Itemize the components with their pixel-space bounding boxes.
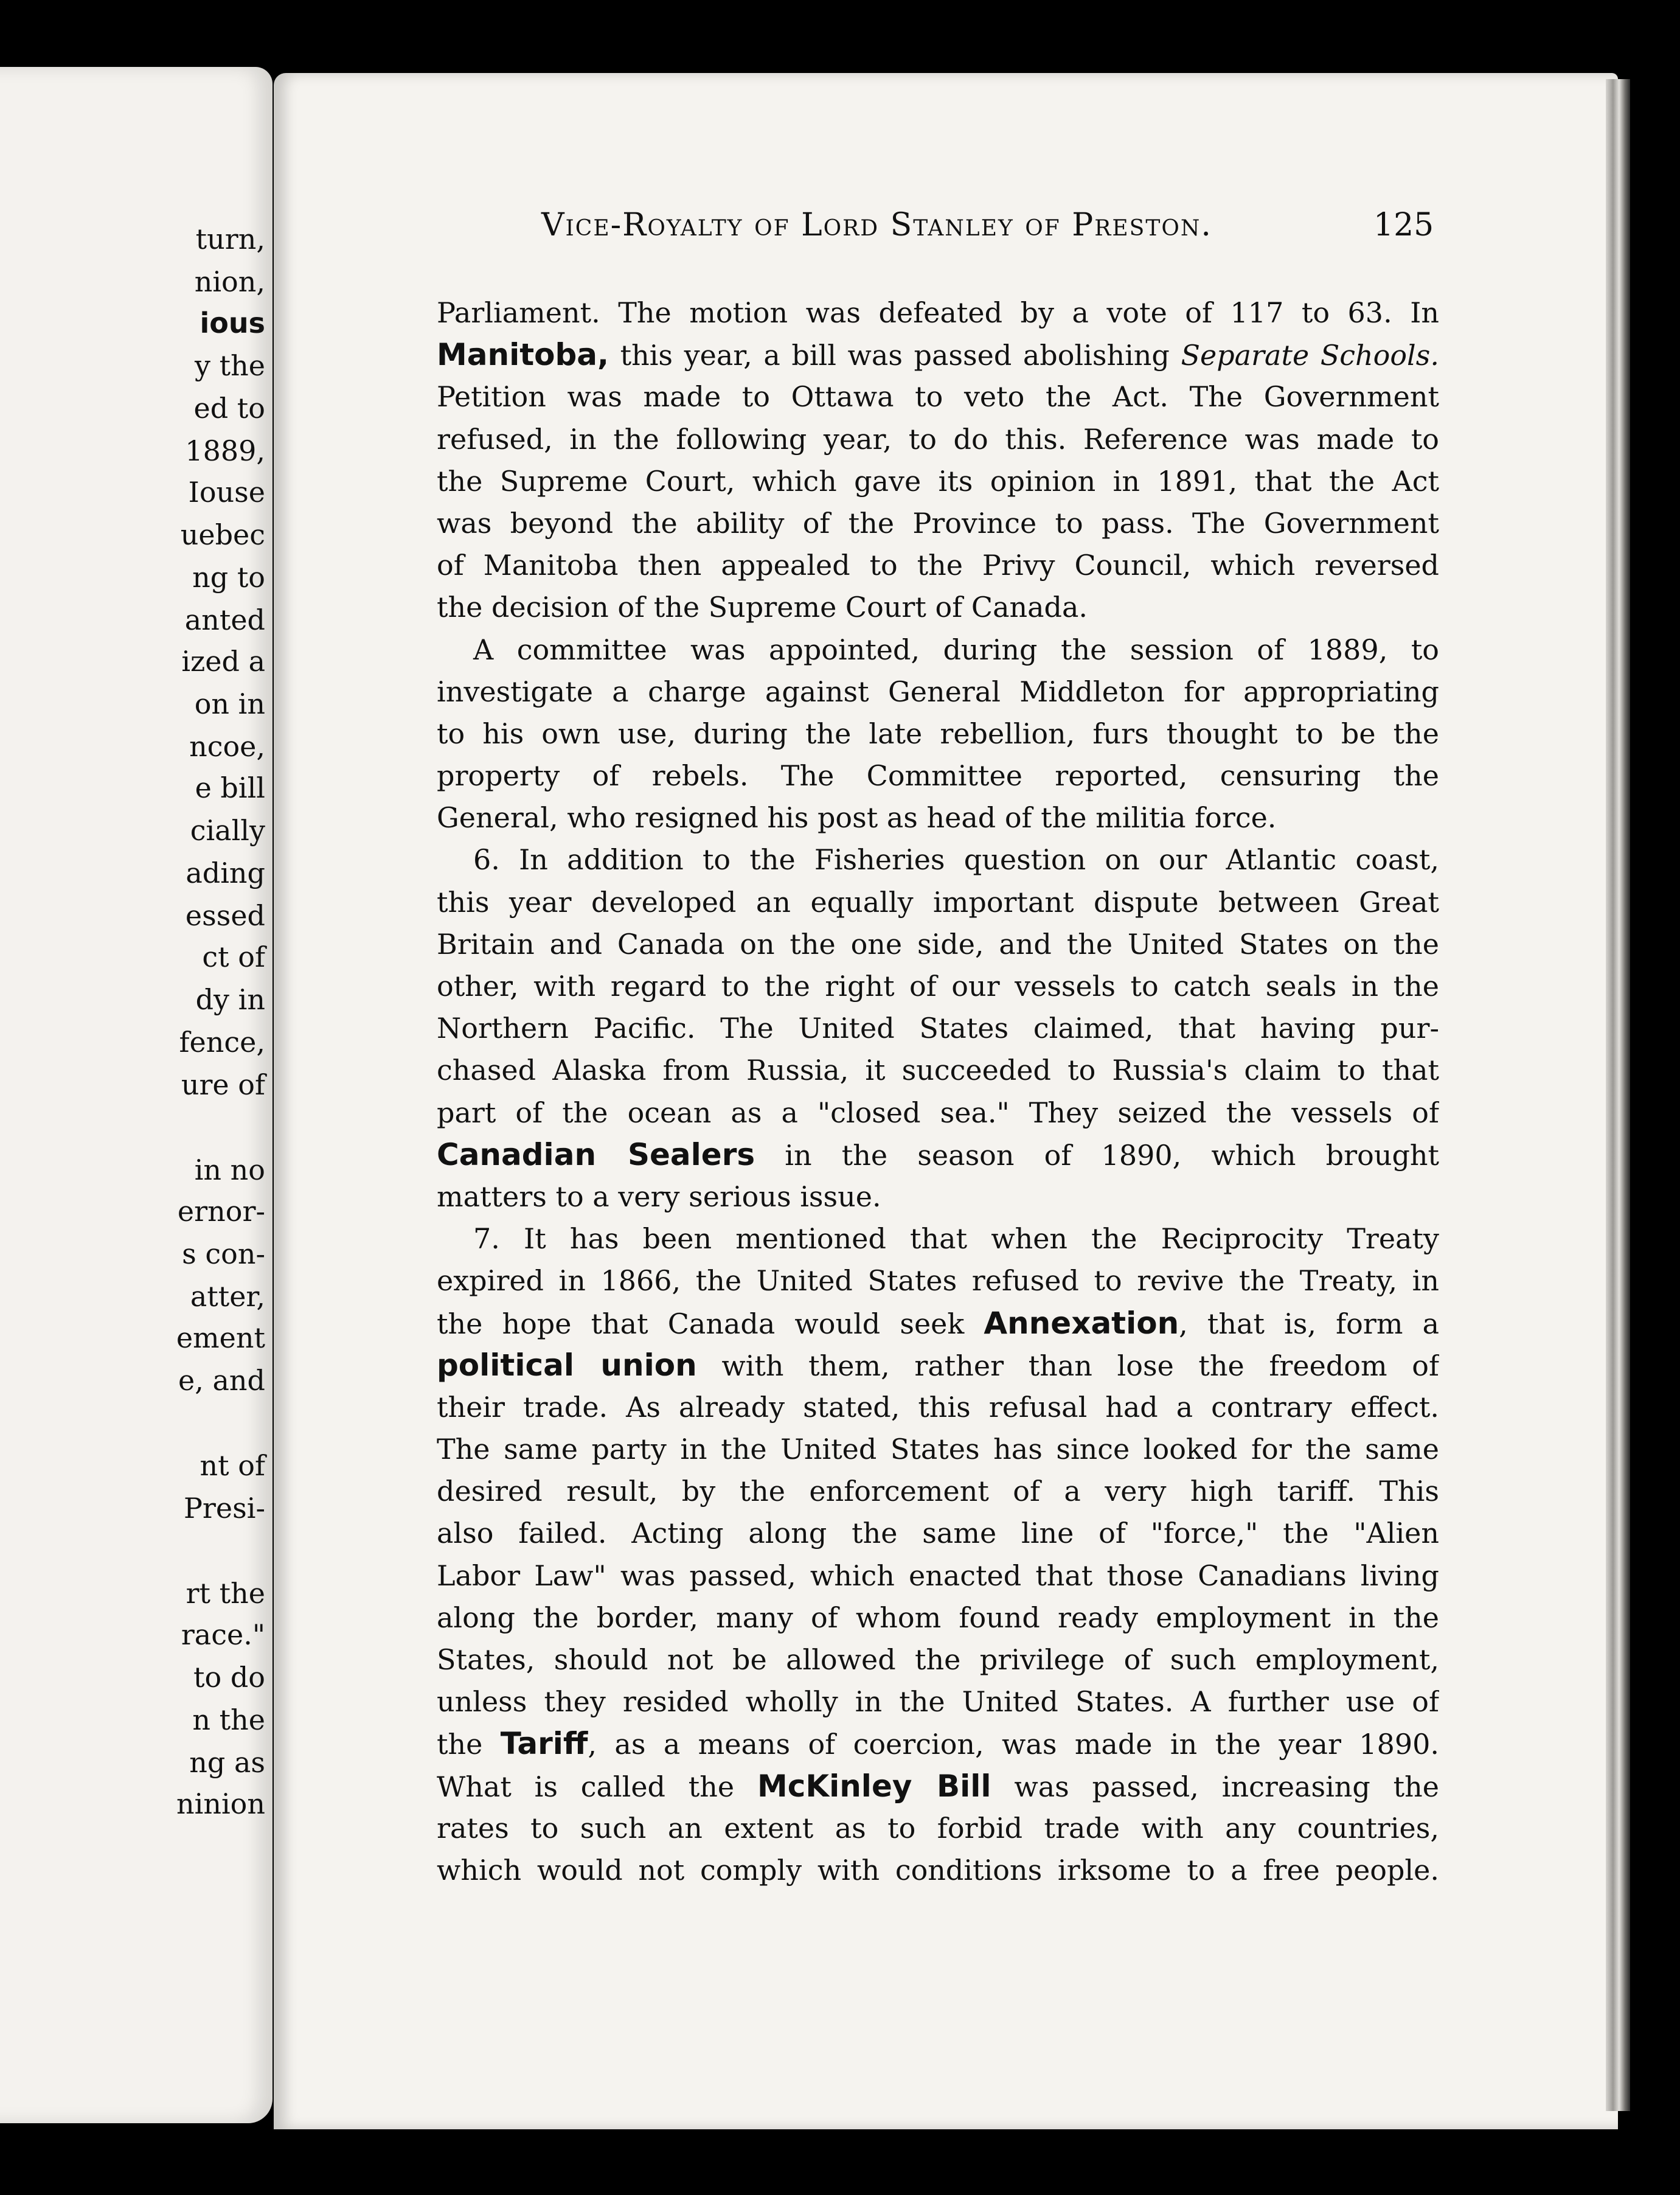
left-page-line: ized a [181,645,265,678]
text-segment: refused, in the following year, to do this. Reference was made to [437,422,1439,456]
left-page-line: nion, [194,265,265,298]
text-segment: in the season of 1890, which brought [755,1138,1439,1172]
bold-term: Canadian Sealers [437,1136,755,1172]
text-line [437,1555,1439,1597]
text-segment: the hope that Canada would seek [437,1307,984,1340]
left-page-line: ncoe, [189,730,265,763]
left-page-line: turn, [195,223,265,256]
text-segment: part of the ocean as a "closed sea." They seized the vessels of [437,1096,1439,1129]
text-line [437,544,1439,586]
text-segment: which would not comply with conditions irksome to a free people. [437,1853,1439,1887]
bold-term: Tariff [500,1726,588,1762]
italic-term: Separate Schools. [1181,339,1439,372]
text-line [437,1597,1439,1639]
text-segment: with them, rather than lose the freedom of [696,1349,1439,1382]
text-segment: unless they resided wholly in the United States. A further use of [437,1685,1439,1719]
left-page-line: ng to [192,561,265,594]
left-page-line: on in [194,687,265,720]
text-segment: rates to such an extent as to forbid trade with any countries, [437,1811,1439,1845]
text-line [437,1134,1439,1176]
left-page-line: ure of [181,1068,265,1101]
left-page-line: race." [181,1618,265,1651]
text-line [437,839,1439,881]
text-segment: Britain and Canada on the one side, and the United States on the [437,927,1439,961]
text-line [437,376,1439,418]
left-page-line: uebec [180,518,265,551]
left-page-line: y the [195,349,265,382]
running-head: Vice-Royalty of Lord Stanley of Preston. [541,207,1212,243]
text-line [437,713,1439,755]
text-line [437,1681,1439,1723]
text-line [437,1344,1439,1386]
text-segment: this year, a bill was passed abolishing [609,339,1181,372]
left-page-line: cially [190,814,265,847]
text-segment: this year developed an equally important dispute between Great [437,885,1439,919]
text-segment: of Manitoba then appealed to the Privy Council, which reversed [437,549,1439,582]
left-page-line: s con- [182,1237,265,1270]
text-segment: expired in 1866, the United States refused to revive the Treaty, in [437,1264,1439,1298]
left-page-line: to do [193,1661,265,1694]
text-line [437,797,1439,839]
text-line [437,586,1439,628]
text-segment: 7. It has been mentioned that when the Reciprocity Treaty [473,1222,1439,1256]
text-segment: Petition was made to Ottawa to veto the Act. The Government [437,380,1439,414]
text-segment: Northern Pacific. The United States claimed, that having pur- [437,1012,1439,1045]
left-page-line: Iouse [188,476,265,509]
text-segment: Labor Law" was passed, which enacted that those Canadians living [437,1559,1439,1592]
left-page-line: rt the [186,1577,265,1610]
text-line [437,1007,1439,1049]
left-page-line: ng as [189,1746,265,1779]
text-segment: was beyond the ability of the Province to pass. The Government [437,506,1439,540]
text-line [437,965,1439,1007]
text-line [437,755,1439,797]
bold-term: McKinley Bill [757,1768,991,1804]
text-segment: also failed. Acting along the same line of "force," the "Alien [437,1517,1439,1550]
text-segment: matters to a very serious issue. [437,1180,881,1213]
text-line [437,1639,1439,1681]
text-segment: A committee was appointed, during the session of 1889, to [473,633,1439,666]
text-line [437,1386,1439,1428]
left-page-line: n the [192,1703,265,1736]
text-line [437,1303,1439,1344]
text-segment: their trade. As already stated, this refusal had a contrary effect. [437,1390,1439,1424]
left-page-line: ed to [193,392,265,425]
text-line [437,503,1439,544]
text-line [437,1428,1439,1470]
text-segment: , that is, form a [1179,1307,1439,1340]
page-number: 125 [1373,207,1434,243]
page-edge [1606,79,1630,2111]
left-page-line: e bill [195,771,265,804]
text-segment: property of rebels. The Committee reported, censuring the [437,759,1439,793]
left-page-line: ct of [202,941,265,973]
text-line [437,1723,1439,1765]
text-line [437,1470,1439,1512]
left-page-line: dy in [195,983,265,1016]
text-segment: was passed, increasing the [991,1770,1439,1803]
text-segment: What is called the [437,1770,757,1803]
left-page-line: ious [200,307,265,339]
text-line [437,1260,1439,1302]
left-page-line: nt of [200,1449,265,1482]
text-segment: the Supreme Court, which gave its opinion in 1891, that the Act [437,464,1439,498]
text-segment: General, who resigned his post as head of the militia force. [437,801,1277,835]
left-page-line: ernor- [177,1195,265,1228]
bold-term: Manitoba, [437,337,609,373]
left-page-line: essed [185,899,265,932]
text-line [437,334,1439,376]
text-segment: Parliament. The motion was defeated by a vote of 117 to 63. In [437,296,1439,329]
left-page-line: ading [186,857,265,889]
text-line [437,1049,1439,1091]
text-line [437,1512,1439,1554]
left-page-line: e, and [178,1364,265,1397]
text-segment: to his own use, during the late rebellion, furs thought to be the [437,717,1439,750]
text-segment: States, should not be allowed the privilege of such employment, [437,1643,1439,1676]
text-segment: chased Alaska from Russia, it succeeded to Russia's claim to that [437,1054,1439,1087]
text-segment: the [437,1728,501,1761]
text-line [437,461,1439,503]
text-line [437,1176,1439,1218]
left-page-line: 1889, [185,434,265,467]
text-line [437,924,1439,965]
left-page-fragment [0,67,272,2123]
left-page-line: anted [184,604,265,636]
bold-term: Annexation [984,1305,1179,1341]
text-line [437,629,1439,671]
left-page-line: in no [194,1153,265,1186]
bold-term: political union [437,1347,697,1383]
text-segment: The same party in the United States has since looked for the same [437,1433,1439,1466]
page-body [437,292,1439,1891]
text-line [437,1092,1439,1134]
text-line [437,419,1439,461]
text-segment: along the border, many of whom found ready employment in the [437,1601,1439,1634]
text-line [437,1218,1439,1260]
text-segment: desired result, by the enforcement of a very high tariff. This [437,1475,1439,1508]
left-page-line: ninion [176,1787,265,1820]
text-segment: the decision of the Supreme Court of Canada. [437,591,1088,624]
left-page-line: ement [176,1321,265,1354]
text-segment: , as a means of coercion, was made in the year 1890. [588,1728,1439,1761]
text-line [437,1765,1439,1807]
text-line [437,882,1439,924]
text-line [437,1849,1439,1891]
text-line [437,292,1439,334]
text-line [437,671,1439,713]
left-page-line: Presi- [183,1492,265,1525]
left-page-line: fence, [179,1026,265,1059]
text-line [437,1807,1439,1849]
text-segment: other, with regard to the right of our vessels to catch seals in the [437,970,1439,1003]
text-segment: investigate a charge against General Middleton for appropriating [437,675,1439,708]
left-page-line: atter, [190,1280,265,1313]
text-segment: 6. In addition to the Fisheries question on our Atlantic coast, [473,843,1439,877]
